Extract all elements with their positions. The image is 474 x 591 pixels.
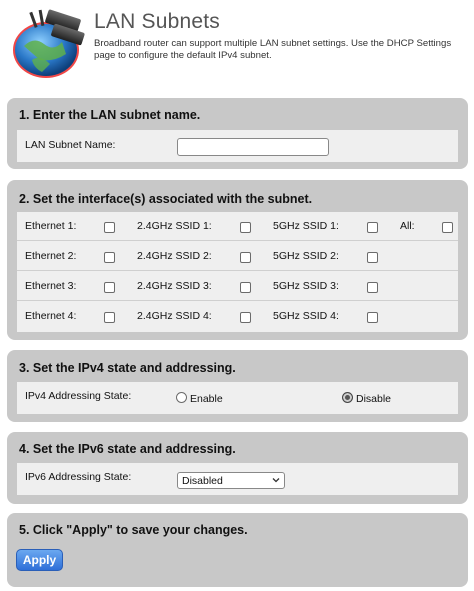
page-header — [0, 0, 474, 90]
ipv4-enable-radio[interactable] — [176, 392, 187, 403]
ssid24-4-label: 2.4GHz SSID 4: — [137, 310, 212, 322]
page-description: Broadband router can support multiple LAN subnet settings. Use the DHCP Settings page to configure the default IPv4 subnet. — [94, 38, 452, 61]
section-apply — [7, 513, 468, 587]
ssid5-3-label: 5GHz SSID 3: — [273, 280, 339, 292]
section-title: 4. Set the IPv6 state and addressing. — [19, 442, 236, 456]
ipv4-disable-label[interactable]: Disable — [356, 393, 392, 405]
section-interfaces — [7, 180, 468, 340]
ssid24-2-checkbox[interactable] — [240, 252, 251, 263]
ipv4-state-label: IPv4 Addressing State: — [25, 390, 132, 402]
ssid24-4-checkbox[interactable] — [240, 312, 251, 323]
ethernet-2-label: Ethernet 2: — [25, 250, 77, 262]
section-title: 3. Set the IPv4 state and addressing. — [19, 361, 236, 375]
ssid5-1-label: 5GHz SSID 1: — [273, 220, 339, 232]
ethernet-3-label: Ethernet 3: — [25, 280, 77, 292]
router-globe-icon — [10, 8, 88, 80]
section-title: 5. Click "Apply" to save your changes. — [19, 523, 248, 537]
section-ipv4 — [7, 350, 468, 422]
ssid24-1-label: 2.4GHz SSID 1: — [137, 220, 212, 232]
chevron-down-icon — [271, 475, 281, 485]
subnet-name-input[interactable] — [177, 138, 329, 156]
ssid5-2-checkbox[interactable] — [367, 252, 378, 263]
ipv6-state-label: IPv6 Addressing State: — [25, 471, 132, 483]
all-label: All: — [400, 220, 415, 232]
interfaces-panel — [17, 212, 458, 332]
ipv6-panel — [17, 463, 458, 495]
all-checkbox[interactable] — [442, 222, 453, 233]
ssid5-4-checkbox[interactable] — [367, 312, 378, 323]
ipv4-panel — [17, 382, 458, 414]
ssid24-3-label: 2.4GHz SSID 3: — [137, 280, 212, 292]
ssid5-3-checkbox[interactable] — [367, 282, 378, 293]
ethernet-4-label: Ethernet 4: — [25, 310, 77, 322]
ethernet-3-checkbox[interactable] — [104, 282, 115, 293]
ssid24-2-label: 2.4GHz SSID 2: — [137, 250, 212, 262]
interface-row-3 — [17, 272, 458, 301]
ssid5-4-label: 5GHz SSID 4: — [273, 310, 339, 322]
ipv4-disable-radio[interactable] — [342, 392, 353, 403]
ssid5-1-checkbox[interactable] — [367, 222, 378, 233]
section-subnet-name — [7, 98, 468, 169]
section-ipv6 — [7, 432, 468, 504]
ipv4-enable-label[interactable]: Enable — [190, 393, 223, 405]
interface-row-4 — [17, 302, 458, 331]
ethernet-4-checkbox[interactable] — [104, 312, 115, 323]
section-title: 1. Enter the LAN subnet name. — [19, 108, 201, 122]
subnet-name-label: LAN Subnet Name: — [25, 139, 116, 151]
section-title: 2. Set the interface(s) associated with the subnet. — [19, 192, 313, 206]
interface-row-2 — [17, 242, 458, 271]
ipv6-selected-value: Disabled — [182, 475, 223, 487]
ethernet-1-label: Ethernet 1: — [25, 220, 77, 232]
page-title: LAN Subnets — [94, 10, 220, 33]
interface-row-1 — [17, 212, 458, 241]
ssid24-3-checkbox[interactable] — [240, 282, 251, 293]
ssid24-1-checkbox[interactable] — [240, 222, 251, 233]
subnet-name-panel — [17, 130, 458, 162]
ssid5-2-label: 5GHz SSID 2: — [273, 250, 339, 262]
ethernet-2-checkbox[interactable] — [104, 252, 115, 263]
apply-button[interactable]: Apply — [16, 549, 63, 571]
ipv6-state-select[interactable] — [177, 472, 285, 489]
ethernet-1-checkbox[interactable] — [104, 222, 115, 233]
